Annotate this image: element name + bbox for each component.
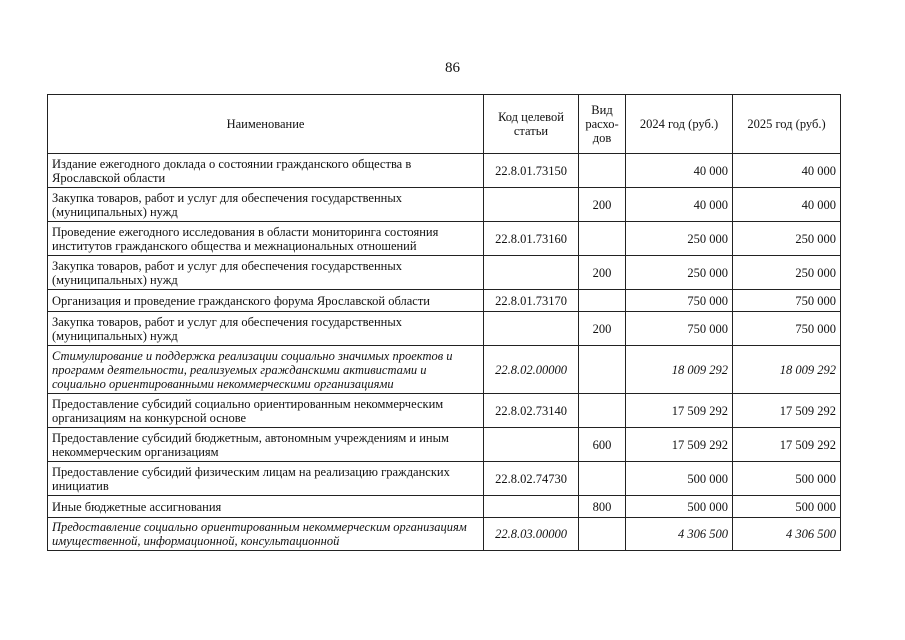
- row-expense-type: 200: [579, 312, 626, 346]
- table-row: [48, 154, 841, 188]
- row-amount-2024: 500 000: [626, 462, 733, 496]
- header-2024: 2024 год (руб.): [626, 95, 733, 154]
- row-name: [48, 518, 484, 551]
- row-expense-type: 200: [579, 256, 626, 290]
- row-amount-2025: 18 009 292: [733, 346, 841, 394]
- row-code: 22.8.01.73170: [484, 290, 579, 312]
- header-code: Код целевой статьи: [484, 95, 579, 154]
- row-amount-2025: 40 000: [733, 188, 841, 222]
- row-code: 22.8.01.73150: [484, 154, 579, 188]
- row-name-text: Предоставление социально ориентированным некоммерческим организациям имущественной, информационной, консультационной: [52, 520, 467, 548]
- row-expense-type: [579, 222, 626, 256]
- row-amount-2024: 4 306 500: [626, 518, 733, 551]
- row-amount-2024: 250 000: [626, 256, 733, 290]
- table-row: [48, 394, 841, 428]
- row-expense-type: [579, 290, 626, 312]
- row-amount-2024: 750 000: [626, 312, 733, 346]
- row-amount-2024: 500 000: [626, 496, 733, 518]
- row-name: Стимулирование и поддержка реализации социально значимых проектов и программ деятельности, реализуемых гражданскими активистами и социально ориентированными некоммерческими организациями: [48, 346, 484, 394]
- row-expense-type: [579, 346, 626, 394]
- row-amount-2025: 250 000: [733, 222, 841, 256]
- row-amount-2024: 17 509 292: [626, 394, 733, 428]
- row-name: Иные бюджетные ассигнования: [48, 496, 484, 518]
- row-amount-2024: 250 000: [626, 222, 733, 256]
- row-amount-2025: 500 000: [733, 462, 841, 496]
- row-code: 22.8.02.74730: [484, 462, 579, 496]
- row-amount-2024: 17 509 292: [626, 428, 733, 462]
- header-2025: 2025 год (руб.): [733, 95, 841, 154]
- row-code: [484, 188, 579, 222]
- row-expense-type: 200: [579, 188, 626, 222]
- row-expense-type: [579, 518, 626, 551]
- table-row: [48, 518, 841, 551]
- row-amount-2025: 250 000: [733, 256, 841, 290]
- table-row: [48, 428, 841, 462]
- table-row: [48, 346, 841, 394]
- row-code: 22.8.02.73140: [484, 394, 579, 428]
- row-amount-2025: 750 000: [733, 290, 841, 312]
- row-expense-type: [579, 462, 626, 496]
- row-code: 22.8.03.00000: [484, 518, 579, 551]
- table-row: [48, 188, 841, 222]
- row-amount-2025: 750 000: [733, 312, 841, 346]
- page-number: 86: [445, 60, 460, 76]
- row-amount-2024: 40 000: [626, 188, 733, 222]
- budget-table: [47, 94, 841, 551]
- row-name: Закупка товаров, работ и услуг для обеспечения государственных (муниципальных) нужд: [48, 312, 484, 346]
- row-code: [484, 312, 579, 346]
- row-amount-2024: 40 000: [626, 154, 733, 188]
- header-name: Наименование: [48, 95, 484, 154]
- row-name: Предоставление субсидий социально ориентированным некоммерческим организациям на конкурсной основе: [48, 394, 484, 428]
- table-row: [48, 496, 841, 518]
- row-name: Организация и проведение гражданского форума Ярославской области: [48, 290, 484, 312]
- table-header-row: [48, 95, 841, 154]
- row-code: [484, 428, 579, 462]
- row-expense-type: [579, 154, 626, 188]
- row-amount-2025: 17 509 292: [733, 394, 841, 428]
- row-amount-2025: 4 306 500: [733, 518, 841, 551]
- row-code: 22.8.02.00000: [484, 346, 579, 394]
- row-name: Издание ежегодного доклада о состоянии гражданского общества в Ярославской области: [48, 154, 484, 188]
- row-code: [484, 496, 579, 518]
- row-amount-2024: 18 009 292: [626, 346, 733, 394]
- row-amount-2025: 17 509 292: [733, 428, 841, 462]
- row-name: Проведение ежегодного исследования в области мониторинга состояния институтов гражданского общества и межнациональных отношений: [48, 222, 484, 256]
- row-amount-2024: 750 000: [626, 290, 733, 312]
- table-row: [48, 256, 841, 290]
- row-name: Закупка товаров, работ и услуг для обеспечения государственных (муниципальных) нужд: [48, 256, 484, 290]
- header-type: Вид расхо-дов: [579, 95, 626, 154]
- table-row: [48, 312, 841, 346]
- table-row: [48, 462, 841, 496]
- row-name: Предоставление субсидий физическим лицам на реализацию гражданских инициатив: [48, 462, 484, 496]
- row-expense-type: 800: [579, 496, 626, 518]
- row-name: Закупка товаров, работ и услуг для обеспечения государственных (муниципальных) нужд: [48, 188, 484, 222]
- table-body: [48, 154, 841, 551]
- table-row: [48, 290, 841, 312]
- table-row: [48, 222, 841, 256]
- row-name: Предоставление субсидий бюджетным, автономным учреждениям и иным некоммерческим организациям: [48, 428, 484, 462]
- row-amount-2025: 500 000: [733, 496, 841, 518]
- row-code: 22.8.01.73160: [484, 222, 579, 256]
- row-expense-type: [579, 394, 626, 428]
- row-code: [484, 256, 579, 290]
- row-expense-type: 600: [579, 428, 626, 462]
- row-amount-2025: 40 000: [733, 154, 841, 188]
